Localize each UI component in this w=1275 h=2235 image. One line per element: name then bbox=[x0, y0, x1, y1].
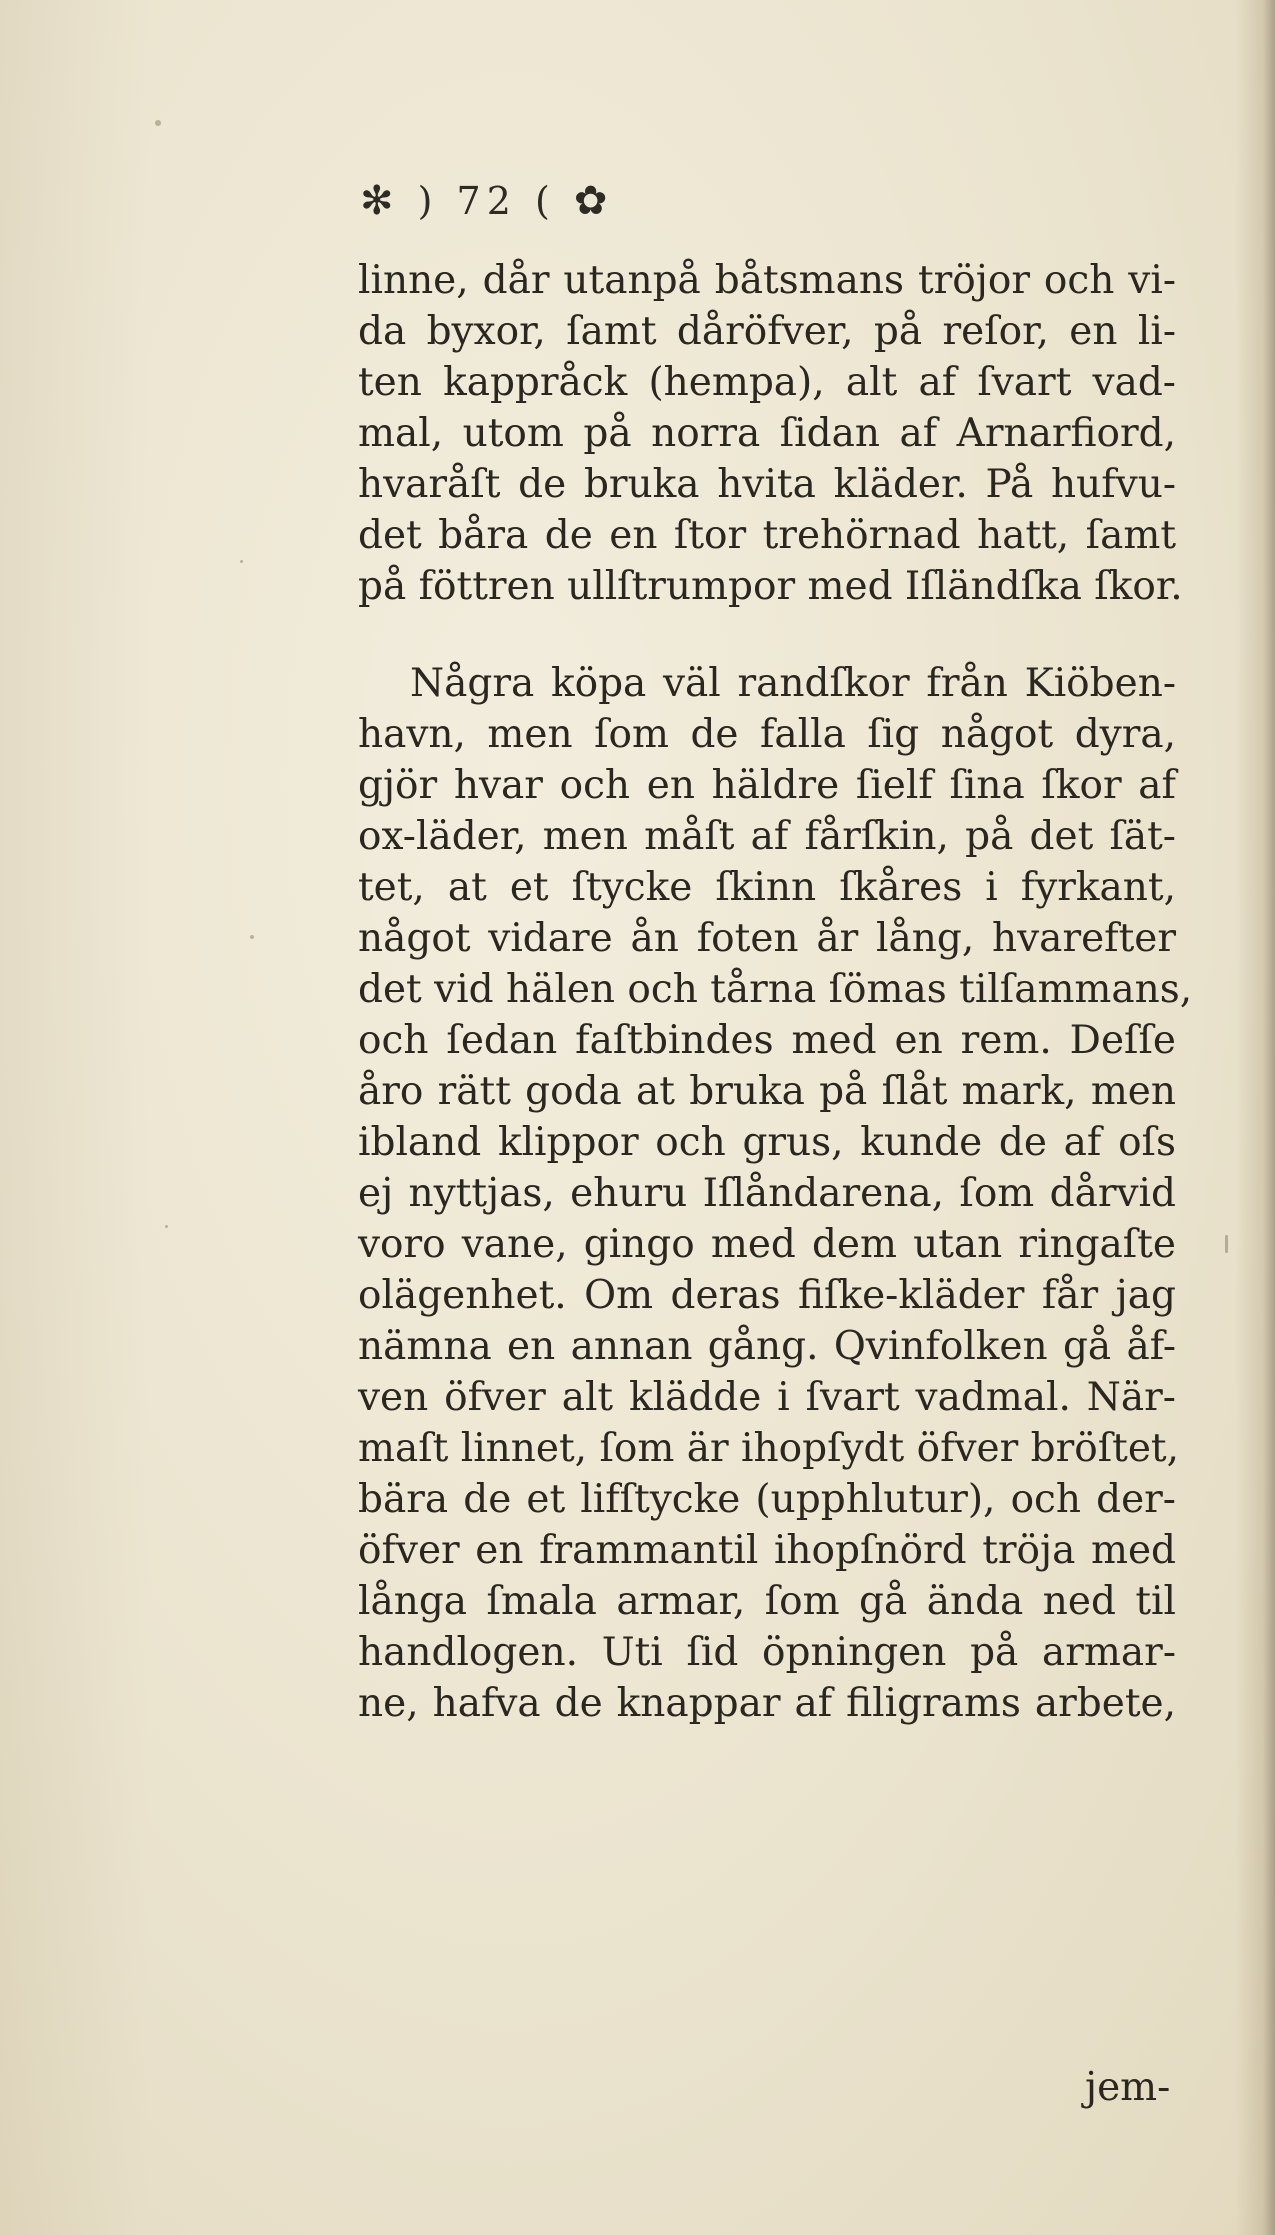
text-line: det vid hälen och tårna ſömas tilſammans, bbox=[358, 967, 1193, 1012]
text-line: olägenhet. Om deras fiſke-kläder får jag bbox=[358, 1273, 1176, 1318]
text-line: åro rätt goda at bruka på ſlåt mark, men bbox=[358, 1069, 1176, 1114]
paragraph-1 bbox=[358, 255, 1183, 612]
text-line: på föttren ullſtrumpor med Iſländſka ſkor. bbox=[358, 564, 1183, 609]
page-number: ) 72 ( bbox=[417, 179, 556, 223]
flower-ornament-icon: ✿ bbox=[573, 178, 614, 224]
paragraph-2 bbox=[358, 658, 1193, 1729]
text-line: voro vane, gingo med dem utan ringaſte bbox=[358, 1222, 1176, 1267]
paper-speck bbox=[250, 935, 254, 939]
text-line: ibland klippor och grus, kunde de af oſs bbox=[358, 1120, 1176, 1165]
paper-speck bbox=[240, 560, 243, 563]
text-line: hvaråſt de bruka hvita kläder. På hufvu- bbox=[358, 462, 1176, 507]
text-line: gjör hvar och en häldre ſielf ſina ſkor af bbox=[358, 763, 1176, 808]
text-line: da byxor, ſamt dåröfver, på reſor, en li- bbox=[358, 309, 1176, 354]
text-line: ne, hafva de knappar af filigrams arbete, bbox=[358, 1681, 1176, 1726]
binding-shadow bbox=[1235, 0, 1275, 2235]
text-line: och ſedan faſtbindes med en rem. Deſſe bbox=[358, 1018, 1176, 1063]
text-line: mal, utom på norra ſidan af Arnarfiord, bbox=[358, 411, 1176, 456]
text-line: linne, dår utanpå båtsmans tröjor och vi- bbox=[358, 258, 1176, 303]
text-line: bära de et lifſtycke (upphlutur), och der- bbox=[358, 1477, 1176, 1522]
text-line: Några köpa väl randſkor från Kiöben- bbox=[410, 661, 1176, 706]
text-line: öfver en frammantil ihopſnörd tröja med bbox=[358, 1528, 1176, 1573]
paper-speck bbox=[1225, 1235, 1228, 1253]
text-line: ox-läder, men måſt af fårſkin, på det ſät- bbox=[358, 814, 1176, 859]
paper-speck bbox=[165, 1225, 168, 1228]
body-text bbox=[358, 255, 1193, 1729]
text-line: ven öfver alt klädde i ſvart vadmal. När- bbox=[358, 1375, 1176, 1420]
text-line: havn, men ſom de falla ſig något dyra, bbox=[358, 712, 1176, 757]
text-line: ej nyttjas, ehuru Iſlåndarena, ſom dårvid bbox=[358, 1171, 1176, 1216]
text-line: något vidare ån foten år lång, hvarefter bbox=[358, 916, 1176, 961]
left-shadow bbox=[0, 0, 150, 2235]
asterism-ornament-icon: ✻ bbox=[360, 178, 400, 224]
text-line: långa ſmala armar, ſom gå ända ned til bbox=[358, 1579, 1176, 1624]
catchword: jem- bbox=[1085, 2065, 1171, 2110]
paper-speck bbox=[155, 120, 161, 126]
text-line: maſt linnet, ſom är ihopſydt öfver bröſtet, bbox=[358, 1426, 1179, 1471]
running-head bbox=[360, 178, 980, 224]
text-line: tet, at et ſtycke ſkinn ſkåres i fyrkant, bbox=[358, 865, 1176, 910]
text-line: det båra de en ſtor trehörnad hatt, ſamt bbox=[358, 513, 1176, 558]
text-line: ten kappråck (hempa), alt af ſvart vad- bbox=[358, 360, 1176, 405]
text-line: handlogen. Uti ſid öpningen på armar- bbox=[358, 1630, 1176, 1675]
text-line: nämna en annan gång. Qvinfolken gå åf- bbox=[358, 1324, 1176, 1369]
